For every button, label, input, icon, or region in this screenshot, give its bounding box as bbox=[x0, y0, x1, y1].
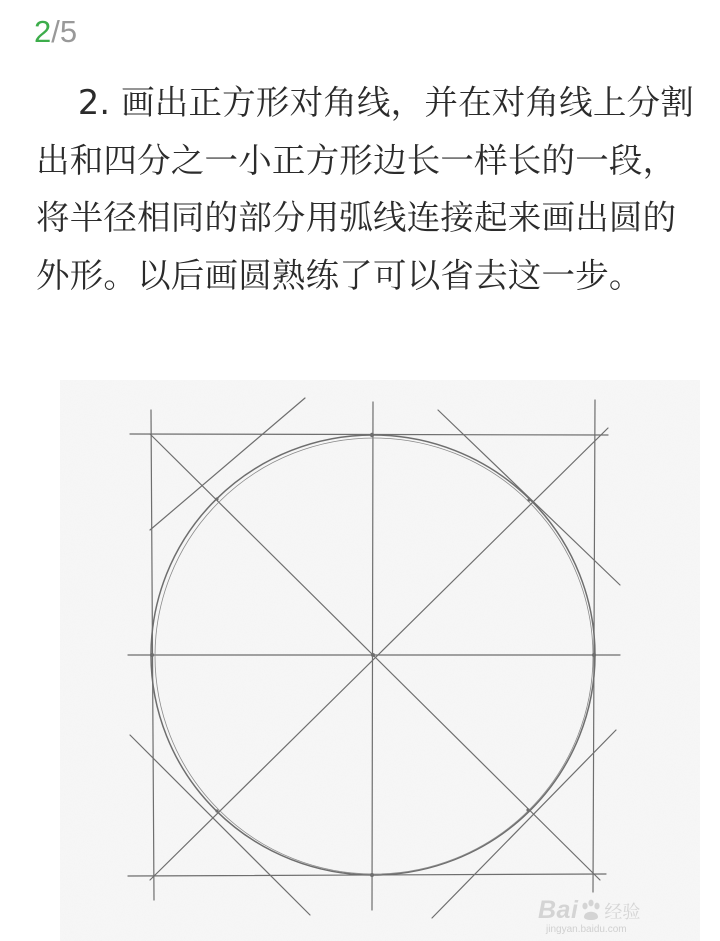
watermark-logo: Bai bbox=[538, 896, 579, 924]
step-total: 5 bbox=[59, 14, 78, 49]
watermark-label: 经验 bbox=[604, 902, 641, 922]
step-illustration[interactable] bbox=[60, 380, 700, 941]
paw-icon bbox=[579, 899, 603, 921]
watermark-site: jingyan.baidu.com bbox=[546, 924, 627, 935]
step-current: 2 bbox=[34, 14, 52, 49]
baidu-jingyan-watermark bbox=[538, 896, 641, 935]
step-separator: / bbox=[51, 14, 60, 49]
step-description: 2. 画出正方形对角线，并在对角线上分割出和四分之一小正方形边长一样长的一段，将半径相同的部分用弧线连接起来画出圆的外形。以后画圆熟练了可以省去这一步。 bbox=[36, 83, 694, 295]
circle-in-square-sketch bbox=[60, 380, 700, 941]
step-counter bbox=[34, 12, 77, 52]
